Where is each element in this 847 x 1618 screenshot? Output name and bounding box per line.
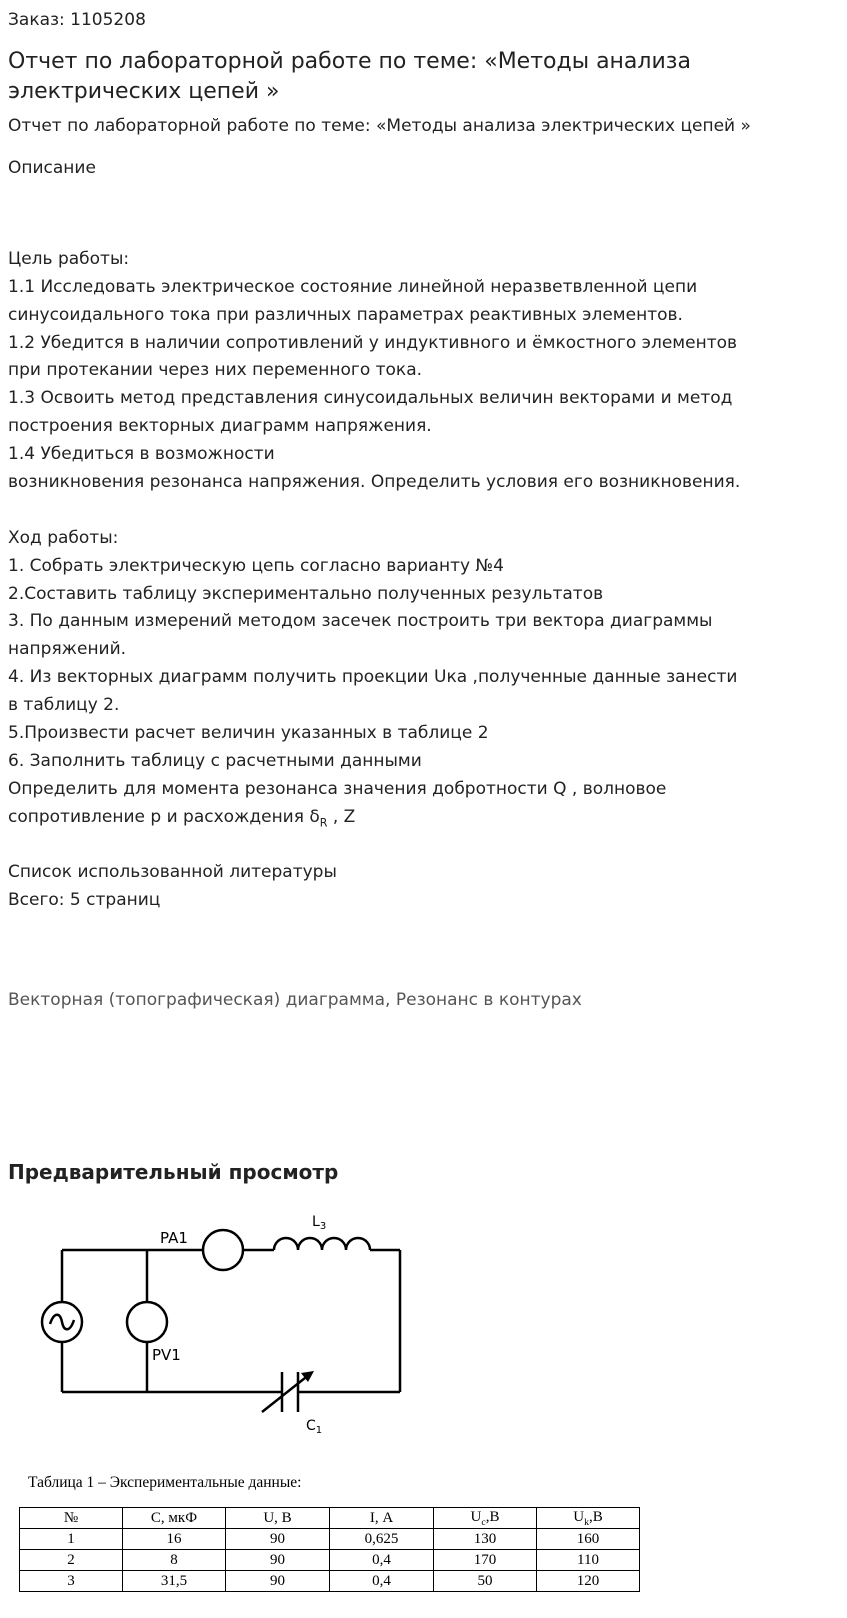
body-line: 2.Составить таблицу экспериментально полученных результатов (8, 583, 604, 604)
tags-link[interactable]: Векторная (топографическая) диаграмма, Резонанс в контурах (8, 990, 582, 1010)
experimental-data-table (19, 1507, 640, 1592)
voltmeter-icon (127, 1302, 167, 1342)
table-cell: 31,5 (123, 1571, 226, 1592)
body-line (8, 497, 740, 525)
table-cell: 90 (226, 1529, 330, 1550)
table-cell: 0,625 (330, 1529, 434, 1550)
header-text: I, А (369, 1509, 394, 1526)
table-caption: Таблица 1 – Экспериментальные данные: (28, 1474, 302, 1491)
capacitor-label (306, 1418, 322, 1436)
table-header-cell (20, 1508, 123, 1529)
table-row (20, 1550, 640, 1571)
table-cell: 90 (226, 1550, 330, 1571)
body-line: в таблицу 2. (8, 695, 120, 716)
header-text: U, В (263, 1509, 292, 1526)
body-line: напряжений. (8, 639, 127, 660)
table-cell: 110 (537, 1550, 640, 1571)
body-line: 6. Заполнить таблицу с расчетными данными (8, 750, 422, 771)
body-line: возникновения резонанса напряжения. Определить условия его возникновения. (8, 472, 741, 493)
body-line: синусоидального тока при различных параметрах реактивных элементов. (8, 304, 683, 325)
body-line-tail: , Z (327, 806, 356, 827)
table-cell: 2 (20, 1550, 123, 1571)
header-tail: ,В (485, 1508, 500, 1525)
delta-subscript: R (319, 816, 328, 830)
table-header-cell (226, 1508, 330, 1529)
body-line: Ход работы: (8, 527, 119, 548)
body-line: 1.4 Убедиться в возможности (8, 444, 275, 465)
body-line: Цель работы: (8, 248, 130, 269)
table-cell: 0,4 (330, 1571, 434, 1592)
inductor-index: 3 (319, 1221, 327, 1232)
table-cell: 0,4 (330, 1550, 434, 1571)
header-text: U (573, 1508, 585, 1525)
header-text: С, мкФ (150, 1509, 198, 1526)
table-cell: 8 (123, 1550, 226, 1571)
table-cell: 120 (537, 1571, 640, 1592)
table-row (20, 1571, 640, 1592)
body-line: 1.3 Освоить метод представления синусоидальных величин векторами и метод (8, 388, 733, 409)
table-header-row (20, 1508, 640, 1529)
capacitor-letter: C (306, 1418, 316, 1434)
order-number: Заказ: 1105208 (8, 10, 146, 30)
description-heading: Описание (8, 158, 96, 178)
body-line-text: сопротивление p и расхождения δ (8, 806, 320, 827)
body-line (8, 218, 740, 246)
header-sub: c (481, 1516, 486, 1528)
table-header-cell (330, 1508, 434, 1529)
capacitor-index: 1 (315, 1425, 323, 1436)
table-cell: 1 (20, 1529, 123, 1550)
table-cell: 3 (20, 1571, 123, 1592)
header-text: № (63, 1509, 79, 1526)
inductor-letter: L (312, 1214, 320, 1230)
body-line: 5.Произвести расчет величин указанных в таблице 2 (8, 723, 489, 744)
table-row (20, 1529, 640, 1550)
pages-total: Всего: 5 страниц (8, 890, 161, 911)
body-line: построения векторных диаграмм напряжения. (8, 416, 432, 437)
body-line (8, 832, 740, 860)
ammeter-label: PA1 (160, 1229, 188, 1247)
table-cell: 90 (226, 1571, 330, 1592)
circuit-diagram (30, 1200, 450, 1436)
table-cell: 160 (537, 1529, 640, 1550)
inductor-icon (274, 1238, 370, 1250)
body-line-delta (8, 804, 740, 832)
table-cell: 16 (123, 1529, 226, 1550)
table-header-cell (434, 1508, 537, 1529)
header-sub: k (584, 1516, 589, 1528)
ammeter-icon (203, 1230, 243, 1270)
voltmeter-label: PV1 (152, 1346, 181, 1364)
table-cell: 170 (434, 1550, 537, 1571)
page-title: Отчет по лабораторной работе по теме: «Методы анализа электрических цепей » (8, 49, 691, 104)
subtitle: Отчет по лабораторной работе по теме: «Методы анализа электрических цепей » (8, 116, 751, 136)
header-text: U (470, 1508, 482, 1525)
preview-heading: Предварительный просмотр (8, 1160, 339, 1184)
inductor-label (312, 1214, 326, 1232)
table-header-cell (123, 1508, 226, 1529)
sine-wave-icon (50, 1315, 74, 1330)
table-header-cell (537, 1508, 640, 1529)
body-line: 1.1 Исследовать электрическое состояние линейной неразветвленной цепи (8, 276, 698, 297)
body-line: 3. По данным измерений методом засечек построить три вектора диаграммы (8, 611, 713, 632)
body-line: Определить для момента резонанса значения добротности Q , волновое (8, 778, 667, 799)
description-body (8, 218, 740, 915)
table-cell: 50 (434, 1571, 537, 1592)
table-cell: 130 (434, 1529, 537, 1550)
body-line: 1.2 Убедится в наличии сопротивлений у индуктивного и ёмкостного элементов (8, 332, 738, 353)
body-line: 4. Из векторных диаграмм получить проекции Uка ,полученные данные занести (8, 667, 738, 688)
header-tail: ,В (588, 1508, 603, 1525)
body-line: при протекании через них переменного тока. (8, 360, 423, 381)
body-line: 1. Собрать электрическую цепь согласно варианту №4 (8, 555, 504, 576)
literature-line: Список использованной литературы (8, 862, 337, 883)
